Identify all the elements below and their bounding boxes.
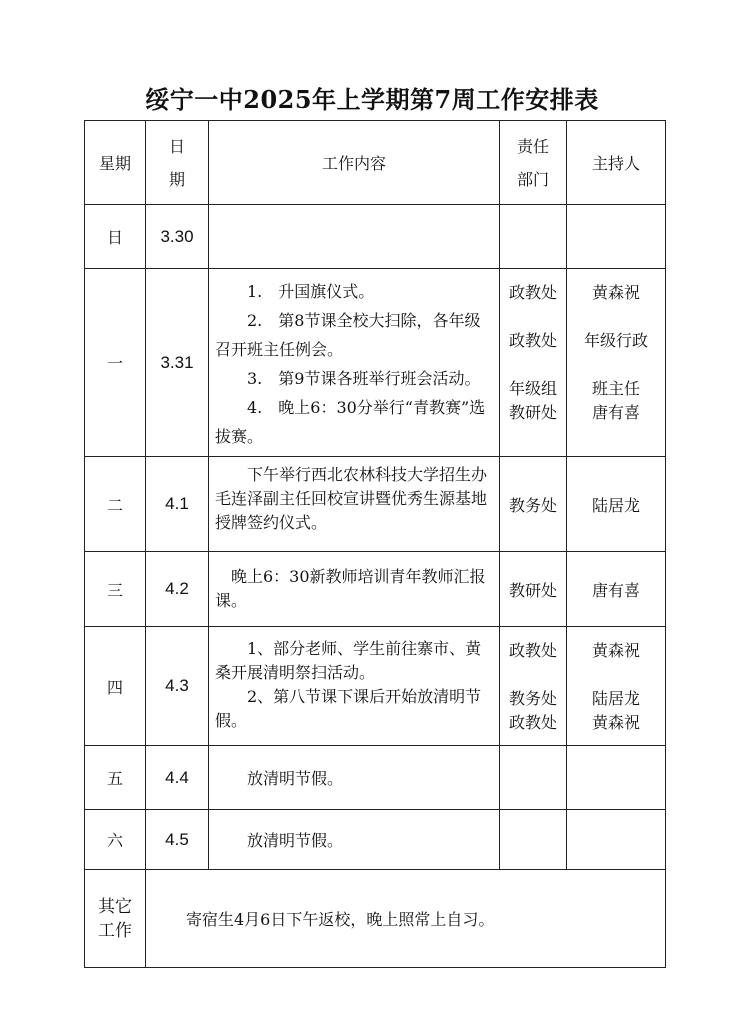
host-cell: 唐有喜 [567,552,666,627]
dept-line: 政教处 [508,331,557,350]
list-item: 2、第八节课下课后开始放清明节假。 [215,687,482,730]
list-item: 2. 第8节课全校大扫除，各年级召开班主任例会。 [215,311,481,359]
host-line: 黄森祝 [591,641,640,660]
weekday-cell: 二 [85,457,146,552]
date-cell: 4.5 [146,810,209,870]
dept-line: 年级组 [508,379,557,398]
host-cell [567,205,666,269]
weekday-cell: 日 [85,205,146,269]
header-dept-line-2: 部门 [516,169,549,189]
host-line [567,663,665,687]
date-cell: 3.30 [146,205,209,269]
header-date-line-1: 日 [168,136,185,156]
content-cell [209,269,500,457]
weekday-cell: 六 [85,810,146,870]
dept-cell [500,746,567,810]
dept-cell [500,627,567,746]
host-cell: 陆居龙 [567,457,666,552]
other-label-line-2: 工作 [98,920,132,941]
dept-line [500,663,566,687]
content-cell [209,552,500,627]
content-cell: 放清明节假。 [209,746,500,810]
dept-line: 政教处 [508,713,557,732]
table-row [85,269,666,457]
host-line [567,353,665,377]
list-item: 3. 第9节课各班举行班会活动。 [247,369,481,388]
table-row [85,746,666,810]
list-item: 1、部分老师、学生前往寨市、黄桑开展清明祭扫活动。 [215,639,482,682]
header-row [85,121,666,205]
date-cell: 4.4 [146,746,209,810]
weekday-cell: 一 [85,269,146,457]
other-row [85,870,666,968]
other-content: 寄宿生4月6日下午返校，晚上照常上自习。 [146,870,666,968]
content-cell [209,205,500,269]
page-title: 绥宁一中2025年上学期第7周工作安排表 [145,85,599,114]
header-date-line-2: 期 [168,169,185,189]
content-cell: 放清明节假。 [209,810,500,870]
table-row [85,627,666,746]
date-cell: 4.2 [146,552,209,627]
dept-cell: 教务处 [500,457,567,552]
content-text: 下午举行西北农林科技大学招生办毛连泽副主任回校宣讲暨优秀生源基地授牌签约仪式。 [215,465,488,532]
host-line: 黄森祝 [591,283,640,302]
dept-cell [500,810,567,870]
table-row [85,205,666,269]
dept-cell [500,205,567,269]
header-dept [500,121,567,205]
header-host: 主持人 [567,121,666,205]
host-cell [567,627,666,746]
host-cell [567,810,666,870]
dept-line [500,305,566,329]
host-line: 唐有喜 [591,403,640,422]
date-cell: 3.31 [146,269,209,457]
other-label [85,870,146,968]
content-text: 晚上6：30新教师培训青年教师汇报课。 [215,567,486,610]
table-row [85,457,666,552]
other-label-line-1: 其它 [98,896,132,917]
content-cell [209,457,500,552]
table-row [85,810,666,870]
dept-line: 教研处 [508,403,557,422]
dept-line: 政教处 [508,283,557,302]
host-line: 年级行政 [583,331,648,350]
header-date [146,121,209,205]
schedule-table [84,120,666,968]
dept-line: 政教处 [508,641,557,660]
weekday-cell: 五 [85,746,146,810]
weekday-cell: 三 [85,552,146,627]
list-item: 1. 升国旗仪式。 [247,282,375,301]
dept-line [500,353,566,377]
host-cell [567,269,666,457]
header-content: 工作内容 [209,121,500,205]
dept-cell [500,269,567,457]
header-weekday: 星期 [85,121,146,205]
dept-cell: 教研处 [500,552,567,627]
header-dept-line-1: 责任 [516,136,549,156]
weekday-cell: 四 [85,627,146,746]
list-item: 4. 晚上6：30分举行“青教赛”选拔赛。 [215,398,486,446]
host-line: 黄森祝 [591,713,640,732]
date-cell: 4.3 [146,627,209,746]
date-cell: 4.1 [146,457,209,552]
content-cell [209,627,500,746]
host-line: 班主任 [591,379,640,398]
table-row [85,552,666,627]
host-line [567,305,665,329]
host-line: 陆居龙 [591,689,640,708]
dept-line: 教务处 [508,689,557,708]
host-cell [567,746,666,810]
